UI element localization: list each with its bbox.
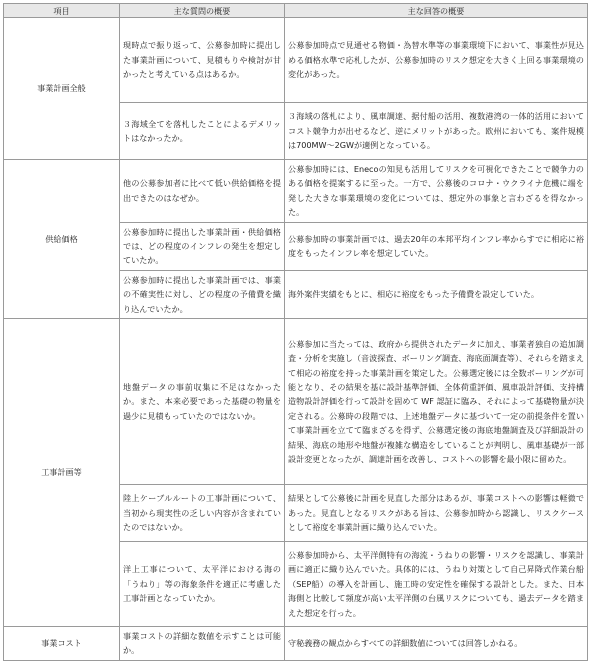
- question-cell: 陸上ケーブルルートの工事計画について、当初から現実性の乏しい内容が含まれていたのではないか。: [120, 485, 285, 542]
- answer-cell: 守秘義務の観点からすべての詳細数値については回答しかねる。: [285, 627, 588, 661]
- header-question: 主な質問の概要: [120, 4, 285, 18]
- table-row: [4, 18, 588, 103]
- answer-cell: 公募参加に当たっては、政府から提供されたデータに加え、事業者独自の追加調査・分析を実施し（音波探査、ボーリング調査、海底面調査等）、それらを踏まえて相応の裕度を持った事業計画を策定した。公募選定後には全数ボーリングが可能となり、その結果を基に設計基準評価、全体荷重評価、風車設計評価、支持構造物設計評価を行って設計を固めて WF 認証に臨み、それによって基礎物量が決定される。公募時の段階では、上述地盤データに基づいて一定の前提条件を置いて事業計画を立てて臨まざるを得ず、公募選定後の海底地盤調査及び詳細設計の結果、海底の地形や地盤が複雑な構造をしていることが判明し、風車基礎が一部設計変更となったが、調達計画を改善し、コストへの影響を最小限に留めた。: [285, 319, 588, 485]
- category-cell: 事業コスト: [4, 627, 120, 661]
- answer-cell: 公募参加時点で見通せる物価・為替水準等の事業環境下において、事業性が見込める価格水準で応札したが、公募参加時のリスク想定を大きく上回る事業環境の変化があった。: [285, 18, 588, 103]
- question-cell: 事業コストの詳細な数値を示すことは可能か。: [120, 627, 285, 661]
- question-cell: ３海域全てを落札したことによるデメリットはなかったか。: [120, 103, 285, 160]
- table-header-row: [4, 4, 588, 18]
- question-cell: 公募参加時に提出した事業計画では、事業の不確実性に対し、どの程度の予備費を織り込んでいたか。: [120, 270, 285, 318]
- header-answer: 主な回答の概要: [285, 4, 588, 18]
- question-cell: 公募参加時に提出した事業計画・供給価格では、どの程度のインフレの発生を想定していたか。: [120, 222, 285, 270]
- category-cell: 供給価格: [4, 160, 120, 319]
- table-row: [4, 160, 588, 223]
- answer-cell: 公募参加時には、Enecoの知見も活用してリスクを可視化できたことで競争力のある価格を提案するに至った。一方で、公募後のコロナ・ウクライナ危機に端を発した大きな事業環境の変化については、想定外の事象と言わざるを得なかった。: [285, 160, 588, 223]
- table-row: [4, 319, 588, 485]
- category-cell: 工事計画等: [4, 319, 120, 627]
- qa-summary-table: [3, 3, 588, 661]
- answer-cell: 海外案件実績をもとに、相応に裕度をもった予備費を設定していた。: [285, 270, 588, 318]
- table-row: [4, 627, 588, 661]
- answer-cell: 結果として公募後に計画を見直した部分はあるが、事業コストへの影響は軽微であった。見直しとなるリスクがある旨は、公募参加時から認識し、リスクケースとして裕度を事業計画に織り込んでいた。: [285, 485, 588, 542]
- question-cell: 現時点で振り返って、公募参加時に提出した事業計画について、見積もりや検討が甘かったと考えている点はあるか。: [120, 18, 285, 103]
- question-cell: 地盤データの事前収集に不足はなかったか。また、本来必要であった基礎の物量を過少に見積もっていたのではないか。: [120, 319, 285, 485]
- answer-cell: 公募参加時の事業計画では、過去20年の本邦平均インフレ率からすでに相応に裕度をもったインフレ率を想定していた。: [285, 222, 588, 270]
- header-category: 項目: [4, 4, 120, 18]
- question-cell: 洋上工事について、太平洋における海の「うねり」等の海象条件を適正に考慮した工事計画となっていたか。: [120, 542, 285, 627]
- category-cell: 事業計画全般: [4, 18, 120, 160]
- answer-cell: 公募参加時から、太平洋側特有の海流・うねりの影響・リスクを認識し、事業計画に適正に織り込んでいた。具体的には、うねり対策として自己昇降式作業台船（SEP船）の導入を計画し、施工時の安定性を確保する設計とした。また、日本海側と比較して頻度が高い太平洋側の台風リスクについても、過去データを踏まえた想定を行った。: [285, 542, 588, 627]
- question-cell: 他の公募参加者に比べて低い供給価格を提出できたのはなぜか。: [120, 160, 285, 223]
- answer-cell: ３海域の落札により、風車調達、据付船の活用、複数港湾の一体的活用においてコスト競争力が出せるなど、逆にメリットがあった。欧州においても、案件規模は700MW～2GWが適例となっている。: [285, 103, 588, 160]
